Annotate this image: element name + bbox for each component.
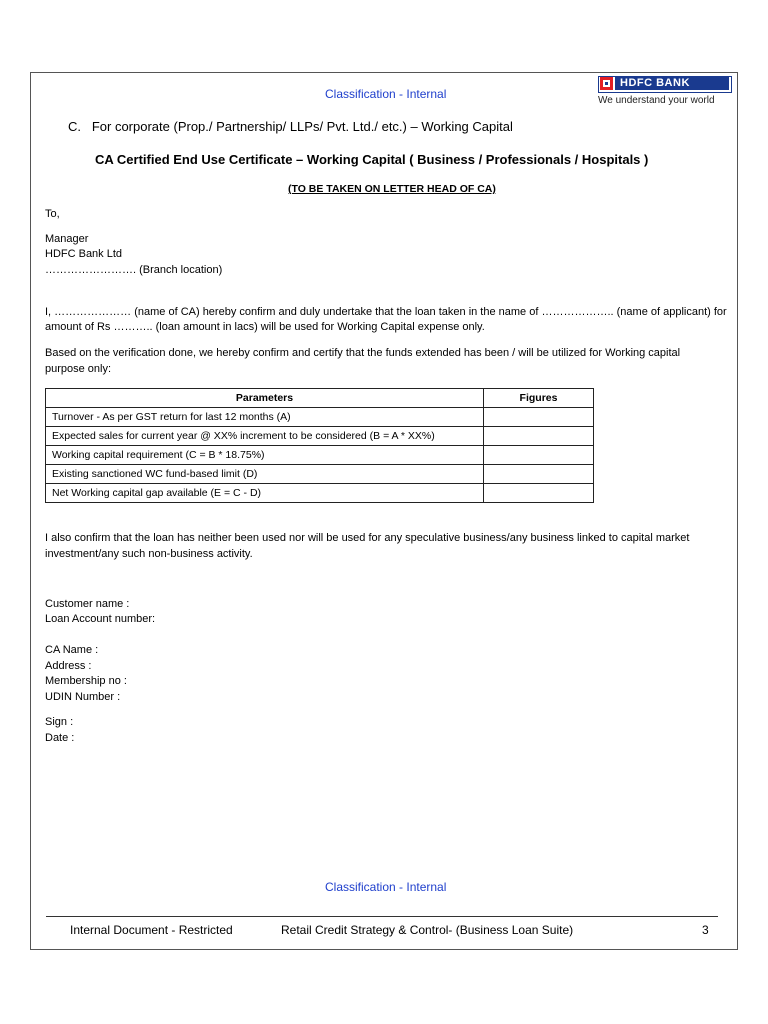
field-udin-number: UDIN Number : [45, 691, 121, 703]
table-cell-parameter: Working capital requirement (C = B * 18.75%) [46, 446, 484, 465]
section-marker: C. [68, 119, 81, 134]
table-row [46, 465, 594, 484]
paragraph-verification-line-1: Based on the verification done, we hereby confirm and certify that the funds extended has been / will be utilized for Working capital [45, 347, 681, 359]
address-line-1: Manager [45, 233, 89, 245]
table-cell-figure [484, 408, 594, 427]
section-title-text: For corporate (Prop./ Partnership/ LLPs/ Pvt. Ltd./ etc.) [91, 119, 407, 134]
table-cell-figure [484, 427, 594, 446]
field-loan-account: Loan Account number: [45, 613, 156, 625]
table-cell-figure [484, 484, 594, 503]
footer-classification-label: Classification - Internal [325, 880, 447, 894]
paragraph-confirmation-line-1: I also confirm that the loan has neither been used nor will be used for any speculative business/any business linked to capital market [45, 532, 690, 544]
table-header-figures: Figures [484, 389, 594, 408]
table-header-parameters: Parameters [46, 389, 484, 408]
footer-divider [46, 916, 718, 917]
field-customer-name: Customer name : [45, 598, 130, 610]
table-row [46, 484, 594, 503]
field-ca-name: CA Name : [45, 644, 99, 656]
section-title-suffix: – Working Capital [410, 119, 513, 134]
page-number: 3 [702, 923, 709, 937]
paragraph-confirmation-line-2: investment/any such non-business activity. [45, 548, 253, 560]
field-address: Address : [45, 660, 92, 672]
certificate-subheading: (TO BE TAKEN ON LETTER HEAD OF CA) [288, 183, 496, 195]
table-cell-parameter: Net Working capital gap available (E = C - D) [46, 484, 484, 503]
table-row [46, 446, 594, 465]
table-row [46, 408, 594, 427]
paragraph-undertaking-line-1: I, ………………… (name of CA) hereby confirm and duly undertake that the loan taken in the name of ……………….. (name of applicant) for [45, 306, 727, 318]
table-row [46, 427, 594, 446]
paragraph-verification-line-2: purpose only: [45, 363, 112, 375]
table-cell-parameter: Existing sanctioned WC fund-based limit (D) [46, 465, 484, 484]
field-sign: Sign : [45, 716, 74, 728]
field-date: Date : [45, 732, 75, 744]
logo-tagline: We understand your world [598, 95, 715, 106]
table-cell-parameter: Turnover - As per GST return for last 12 months (A) [46, 408, 484, 427]
address-to: To, [45, 208, 60, 220]
classification-label: Classification - Internal [325, 87, 447, 101]
table-header-row [46, 389, 594, 408]
parameters-table [45, 388, 594, 503]
table-cell-figure [484, 446, 594, 465]
table-cell-figure [484, 465, 594, 484]
table-cell-parameter: Expected sales for current year @ XX% increment to be considered (B = A * XX%) [46, 427, 484, 446]
address-line-2: HDFC Bank Ltd [45, 248, 123, 260]
paragraph-undertaking-line-2: amount of Rs ……….. (loan amount in lacs) will be used for Working Capital expense only. [45, 321, 485, 333]
footer-center-text: Retail Credit Strategy & Control- (Business Loan Suite) [281, 923, 574, 937]
section-title [68, 119, 513, 134]
certificate-heading: CA Certified End Use Certificate – Working Capital ( Business / Professionals / Hospitals ) [95, 152, 649, 167]
address-line-3: ……………………. (Branch location) [45, 264, 223, 276]
hdfc-logo [598, 76, 734, 108]
field-membership-no: Membership no : [45, 675, 127, 687]
logo-name: HDFC BANK [620, 77, 690, 89]
hdfc-mark-icon [600, 77, 613, 90]
footer-left-text: Internal Document - Restricted [70, 923, 233, 937]
document-page [30, 72, 738, 950]
